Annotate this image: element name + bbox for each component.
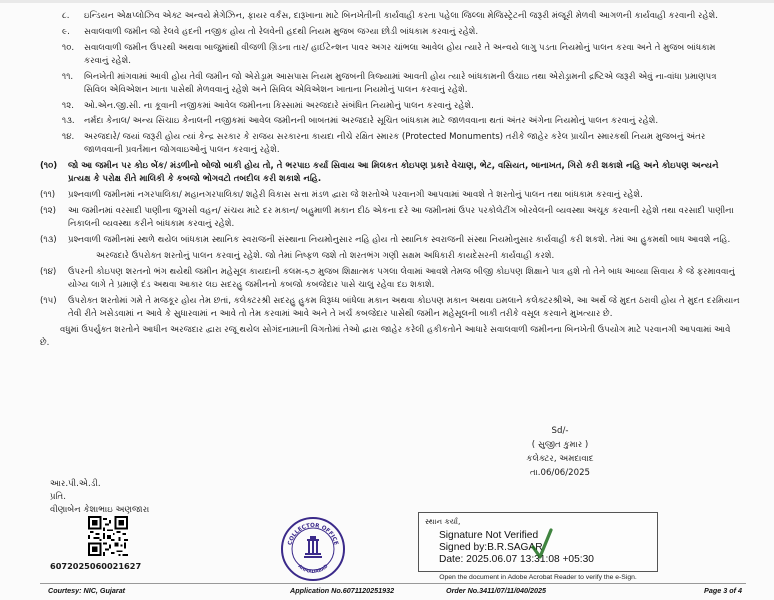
esign-date: Date: 2025.06.07 13:31:08 +05:30 xyxy=(439,554,594,565)
condition-text: સવાલવાળી જમીન ઉપરથી અથવા બાજુમાંથી વીજળી ગ્રિડના તાર/ હાઈટેન્શન પાવર અગર ચાંભલા આવેલ હોય ત્યારે તે અન્વયે લાગુ પડતા નિયમોનું પાલન કરવા અને તે મુજબ બાંધકામ કરવાનું રહેશે. xyxy=(84,42,716,66)
condition-paragraph xyxy=(40,26,740,39)
footer-application-no: Application No.6071120251932 xyxy=(290,586,395,595)
condition-text: નર્મદા કેનાલ/ અન્ય સિંચાઇ કેનાલની નજીકમાં આવેલ જમીનની બાબતમાં અરજદારે સૂચિત બાંધકામ માટે જાળવવાના થતાં અંતર અંગેના નિયમોનું પાલન કરવાનું રહેશે. xyxy=(84,116,659,127)
condition-text: સવાલવાળી જમીન જો રેલવે હદની નજીક હોય તો રેલવેની હદથી નિયમ મુજબ જગ્યા છોડી બાંધકામ કરવાનું રહેશે. xyxy=(84,26,479,37)
condition-paragraph xyxy=(40,250,740,263)
page-edge xyxy=(0,0,774,3)
condition-number: ૧૨. xyxy=(62,100,74,111)
order-date: તા.06/06/2025 xyxy=(529,468,591,478)
condition-text: ઉપરોક્ત શરતોમાં ગમે તે મજકૂર હોય તેમ છતાં, કલેક્ટરશ્રી સદરહુ હુકમ વિરૂધ્ધ બાંધેલા મકાન અથવા કોઇપણ મકાન અથવા ઇમલાને કલેક્ટરશ્રીએ, આ અર્થે જે મુદત ઠરાવી હોય તે મુદત દરમિયાન તેવી રીતે ખસેડવામાં ન આવે કે સુધારવામાં ન આવે તો તેમ કરવામાં આવે અને તે ખર્ચ કબજેદાર પાસેથી જમીન મહેસૂલની બાકી તરીકે વસૂલ કરવાને મુખત્યાર છે. xyxy=(68,295,740,319)
condition-paragraph xyxy=(40,295,740,321)
condition-text: અરજદારે/ જયાં જરૂરી હોય ત્યાં કેન્દ્ર સરકાર કે રાજય સરકારના કાયદા નીચે રક્ષિત સ્મારક (Protected Monuments) તરીકે જાહેર કરેલ પ્રાચીન સ્મારકથી નિયમ મુજબનું અંતર જાળવવાની પ્રવર્તમાન જોગવાઇઓનું પાલન કરવાનું રહેશે. xyxy=(84,132,706,156)
condition-number: ૧૪. xyxy=(62,132,75,143)
recipient-name: વીણાબેન કેશાભાઇ અણજારા xyxy=(50,505,150,515)
condition-paragraph xyxy=(40,234,740,247)
condition-number: (૧૦) xyxy=(40,161,58,172)
seal-bottom-text: AHMADABAD xyxy=(296,564,330,576)
condition-paragraph xyxy=(40,205,740,231)
condition-paragraph xyxy=(40,115,740,128)
page-footer xyxy=(40,583,746,597)
recipient-block xyxy=(50,478,149,517)
condition-text: બિનખેતી માંગવામાં આવી હોય તેવી જમીન જો એરોડ્રામ આસપાસ નિયમ મુજબની ત્રિજ્યામાં આવતી હોય ત્યારે બાંધકામની ઉંચાઇ તથા એરોડ્રામની દ્રષ્ટિએ જરૂરી એવું ના-વાંધા પ્રમાણપત્ર સિવિલ એવિએશન ખાતા પાસેથી મેળવવાનું રહેશે અને સિવિલ એવિએશન ખાતાના નિયમોનું પાલન કરવાનું રહેશે. xyxy=(84,71,717,95)
condition-number: ૧૦. xyxy=(62,42,75,53)
footer-order-no: Order No.3411/07/11/040/2025 xyxy=(446,586,547,595)
condition-text: જો આ જમીન પર કોઇ બેંક/ મંડળીનો બોજો બાકી હોય તો, તે ભરપાઇ કર્યા સિવાય આ મિલકત કોઇપણ પ્રકારે વેચાણ, ભેટ, વસિયત, બાનાખત, ગિરો કરી શકાશે નહિ અને કોઇપણ અન્યને પ્રત્યક્ષ કે પરોક્ષ રીતે માલિકી કે કબજો ભોગવટો તબદીલ કરી શકાશે નહિ. xyxy=(68,161,719,185)
condition-text: પ્રશ્નવાળી જમીનમાં નગરપાલિકા/ મહાનગરપાલિકા/ શહેરી વિકાસ સત્તા મંડળ દ્વારા જે શરતોએ પરવાનગી આપવામાં આવશે તે શરતોનું પાલન તથા બાંધકામ કરવાનું રહેશે. xyxy=(68,190,643,201)
condition-paragraph xyxy=(40,266,740,292)
condition-paragraph xyxy=(40,100,740,113)
esign-status: Signature Not Verified xyxy=(439,530,539,541)
collector-office-seal-icon xyxy=(280,516,346,582)
condition-text: ઓ.એન.જી.સી. ના કૂવાની નજીકમાં આવેલ જમીનના કિસ્સામાં અરજદારે સંબંધિત નિયમોનું પાલન કરવાનું રહેશે. xyxy=(84,100,474,111)
condition-paragraph xyxy=(40,189,740,202)
sd-label: Sd/- xyxy=(551,426,569,436)
prati-label: પ્રતિ. xyxy=(50,492,66,502)
order-conditions xyxy=(40,10,740,353)
esign-verify-note: Open the document in Adobe Acrobat Reader to verify the e-Sign. xyxy=(439,574,637,581)
signatory-designation: કલેક્ટર, અમદાવાદ xyxy=(526,454,594,464)
svg-text:AHMADABAD xyxy=(297,563,330,575)
condition-text: પ્રશ્નવાળી જમીનમાં સ્થળે થયેલ બાંધકામ સ્થાનિક સ્વરાજની સંસ્થાના નિયમોનુસાર નહિ હોય તો સ્થાનિક સ્વરાજની સંસ્થા નિયમોનુસાર કાર્યવાહી કરી શકશે. તેમાં આ હુકમથી બાધ આવશે નહિ. xyxy=(68,234,731,245)
condition-number: (૧૧) xyxy=(40,190,56,201)
condition-number: (૧૩) xyxy=(40,234,57,245)
condition-number: (૧૪) xyxy=(40,266,57,277)
condition-paragraph xyxy=(40,10,740,23)
condition-number: ૮. xyxy=(62,11,70,21)
condition-paragraph xyxy=(40,71,740,97)
closing-paragraph: વધુમાં ઉપર્યુક્ત શરતોને આધીન અરજદાર દ્વારા રજૂ થયેલ સોગંદનામાની વિગતોમાં તેઓ દ્વારા જાહેર કરેલી હકીકતોને આધારે સવાલવાળી જમીનના બિનખેતી ઉપયોગ માટે પરવાનગી આપવામાં આવે છે. xyxy=(40,324,731,348)
condition-number: ૧૩. xyxy=(62,116,75,127)
signatory-name: ( સુજીત કુમાર ) xyxy=(531,440,589,450)
condition-paragraph xyxy=(40,42,740,68)
condition-text: ઇન્ડિયન એક્ષપ્લોઝિવ એક્ટ અન્વયે મેગેઝિન, ફાયર વર્કસ, દારૂખાના માટે બિનખેતીની કાર્યવાહી કરતા પહેલા જિલ્લા મેજિસ્ટ્રેટની જરૂરી મંજૂરી મેળવી આગળની કાર્યવાહી કરવાની રહેશે. xyxy=(84,11,718,21)
condition-text: આ જમીનમાં વરસાદી પાણીના જુગસી વહન/ સંચય માટે દર મકાન/ બહુમાળી મકાન દીઠ એકના દરે આ જમીનમાં ઉપર પરકોલેટીંગ બોરવેલની વ્યવસ્થા અચૂક કરવાની રહેશે તથા વરસાદી પાણીના નિકાલની વ્યવસ્થા કરીને બાંધકામ કરવાનું રહેશે. xyxy=(68,205,734,230)
condition-number: (૧૫) xyxy=(40,295,57,306)
condition-number: ૯. xyxy=(62,26,70,37)
qr-code-icon xyxy=(88,516,128,556)
esign-label: સ્થાન કર્યા, xyxy=(425,517,461,526)
condition-text: ઉપરની કોઇપણ શરતનો ભંગ થયેથી જમીન મહેસૂલ કાયદાની કલમ-૬૭ મુજબ શિક્ષાત્મક પગલા લેવામાં આવશે તેમજ બીજી કોઇપણ શિક્ષાને પાત્ર હશે તો તેને બાધ આવ્યા સિવાય કે જે ફરમાવવાનું યોગ્ય લાગે તે પ્રમાણે દંડ અથવા આકાર લઇ સદરહુ જમીનનો કબજો કબજેદાર પાસે ચાલુ રહેવા દઇ શકાશે. xyxy=(68,266,735,290)
esign-signed-by: Signed by:B.R.SAGAR xyxy=(439,542,543,553)
esign-box xyxy=(418,512,658,572)
signature-block xyxy=(470,424,650,480)
condition-paragraph xyxy=(40,160,740,186)
verification-tick-icon xyxy=(531,527,553,563)
condition-text: અરજદારે ઉપરોક્ત શરતોનું પાલન કરવાનું રહેશે. જો તેમાં નિષ્ફળ જશે તો શરતભંગ ગણી સક્ષમ અધિકારી કાયદેસરની કાર્યવાહી કરશે. xyxy=(96,250,555,261)
condition-paragraph xyxy=(40,131,740,157)
footer-page: Page 3 of 4 xyxy=(704,586,742,595)
seal-top-text: COLLECTOR OFFICE xyxy=(287,522,339,546)
footer-courtesy: Courtesy: NIC, Gujarat xyxy=(48,586,126,595)
condition-number: ૧૧. xyxy=(62,71,74,82)
qr-number: 6072025060021627 xyxy=(50,561,142,571)
condition-number: (૧૨) xyxy=(40,205,56,216)
rpad-label: આર.પી.એ.ડી. xyxy=(50,479,101,489)
